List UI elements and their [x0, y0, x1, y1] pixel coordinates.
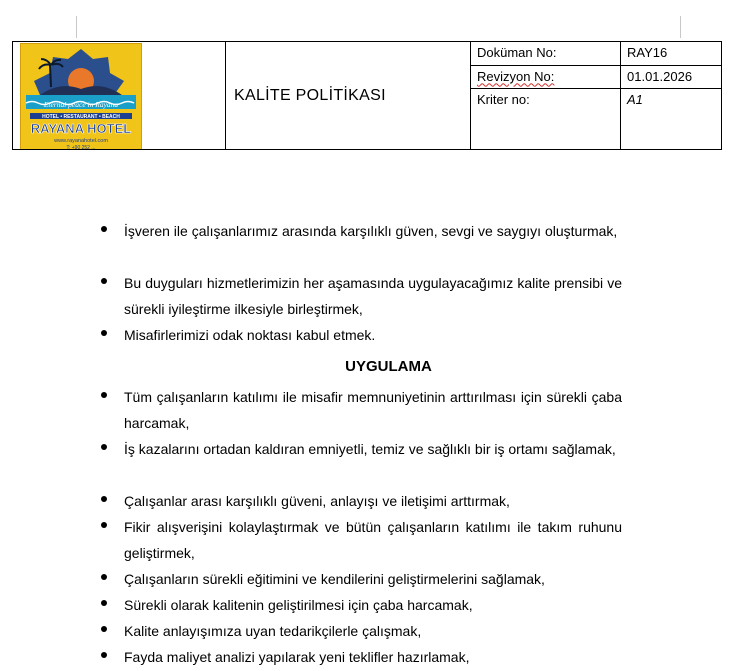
- application-item: İş kazalarını ortadan kaldıran emniyetli, temiz ve sağlıklı bir iş ortamı sağlamak,: [124, 441, 616, 457]
- policy-item: Misafirlerimizi odak noktası kabul etmek.: [124, 327, 376, 343]
- logo-website: www.rayanahotel.com: [54, 138, 108, 144]
- bullet-icon: [101, 574, 109, 582]
- application-item: Çalışanların sürekli eğitimini ve kendilerini geliştirmelerini sağlamak,: [124, 571, 545, 587]
- bullet-icon: [101, 226, 109, 234]
- bullet-icon: [101, 330, 109, 338]
- application-item: Fikir alışverişini kolaylaştırmak ve bütün çalışanların katılımı ile takım ruhunu geliştirmek,: [124, 519, 622, 561]
- bullet-icon: [101, 600, 109, 608]
- logo-tagline: Eternal peace in Rayana: [43, 100, 119, 109]
- policy-item: Bu duyguları hizmetlerimizin her aşamasında uygulayacağımız kalite prensibi ve sürekli iyileştirme ilkesiyle birleştirmek,: [124, 275, 622, 317]
- meta-label-document-no: Doküman No:: [471, 42, 621, 66]
- bullet-icon: [101, 626, 109, 634]
- meta-value-criterion-no: A1: [621, 89, 722, 150]
- bullet-icon: [101, 496, 109, 504]
- meta-value-document-no: RAY16: [621, 42, 722, 66]
- application-item: Kalite anlayışımıza uyan tedarikçilerle çalışmak,: [124, 623, 422, 639]
- document-title: KALİTE POLİTİKASI: [226, 42, 471, 150]
- application-item: Fayda maliyet analizi yapılarak yeni teklifler hazırlamak,: [124, 649, 470, 665]
- bullet-icon: [101, 392, 109, 400]
- bullet-icon: [101, 444, 109, 452]
- logo-phone: T: +90 252 ...: [66, 145, 96, 151]
- logo-hotel-name: RAYANA HOTEL: [30, 121, 132, 136]
- logo-subline: HOTEL • RESTAURANT • BEACH: [42, 114, 120, 120]
- application-item: Sürekli olarak kalitenin geliştirilmesi için çaba harcamak,: [124, 597, 473, 613]
- policy-item: İşveren ile çalışanlarımız arasında karşılıklı güven, sevgi ve saygıyı oluşturmak,: [124, 223, 618, 239]
- application-item: Tüm çalışanların katılımı ile misafir memnuniyetinin arttırılması için sürekli çaba harcamak,: [124, 389, 622, 431]
- meta-label-criterion-no: Kriter no:: [471, 89, 621, 150]
- revision-label-text: Revizyon No:: [477, 68, 555, 84]
- bullet-icon: [101, 652, 109, 660]
- section-heading: UYGULAMA: [345, 358, 432, 375]
- bullet-icon: [101, 278, 109, 286]
- bullet-icon: [101, 522, 109, 530]
- application-item: Çalışanlar arası karşılıklı güveni, anlayışı ve iletişimi arttırmak,: [124, 493, 510, 509]
- meta-value-revision-no: 01.01.2026: [621, 65, 722, 89]
